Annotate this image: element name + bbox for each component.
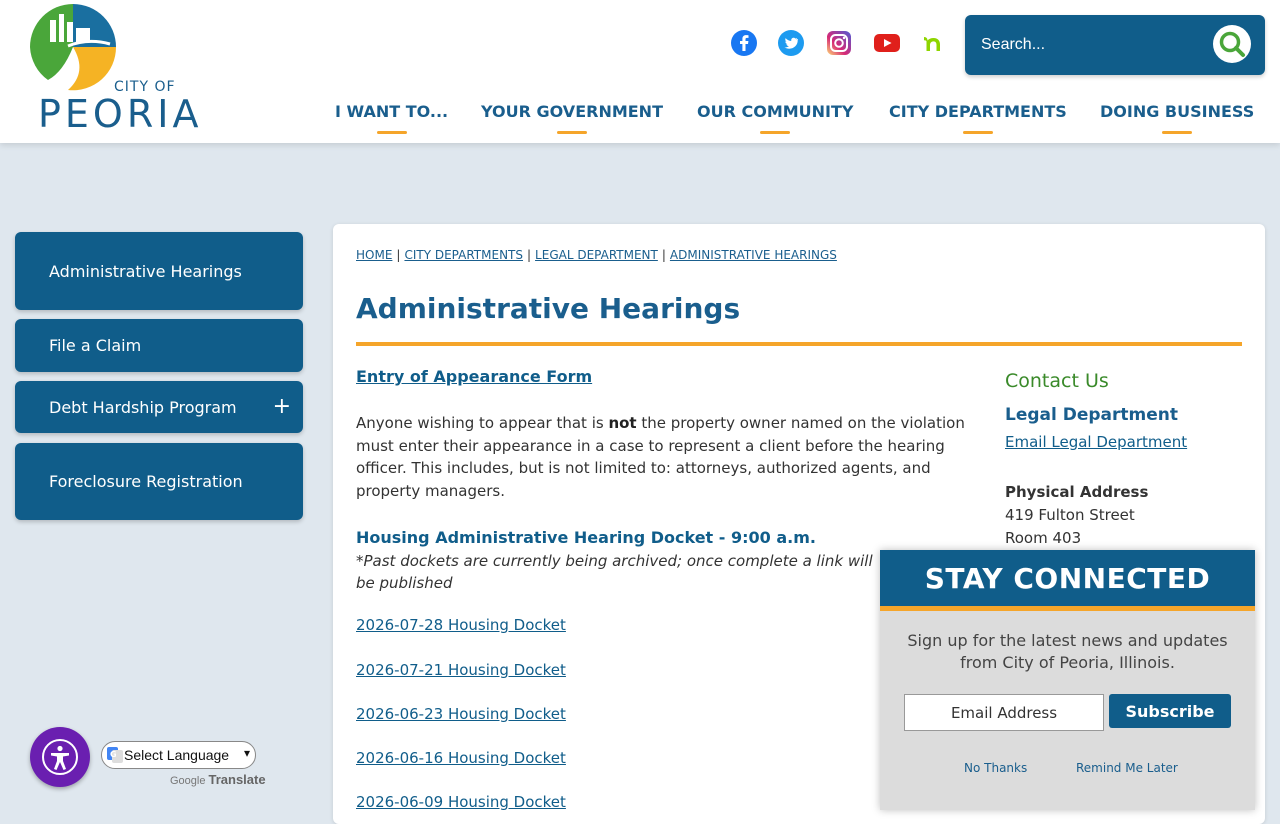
breadcrumb-administrative-hearings[interactable]: ADMINISTRATIVE HEARINGS (669, 248, 837, 262)
subscribe-button[interactable]: Subscribe (1109, 694, 1231, 728)
address-line: 419 Fulton Street (1005, 506, 1135, 524)
search-input[interactable] (981, 33, 1201, 57)
docket-link[interactable]: 2026-07-21 Housing Docket (356, 661, 566, 679)
expand-plus-icon[interactable]: + (272, 394, 291, 419)
search-icon (1218, 30, 1246, 58)
accessibility-button[interactable] (30, 727, 90, 787)
language-select[interactable] (101, 741, 256, 769)
contact-department: Legal Department (1005, 405, 1179, 425)
contact-title: Contact Us (1005, 370, 1109, 392)
youtube-icon[interactable] (872, 28, 902, 58)
sidebar-item-label: Debt Hardship Program (49, 397, 237, 417)
search-box (965, 15, 1265, 75)
address-label: Physical Address (1005, 483, 1149, 501)
docket-link[interactable]: 2026-06-09 Housing Docket (356, 793, 566, 811)
no-thanks-link[interactable]: No Thanks (964, 761, 1028, 775)
popup-title: STAY CONNECTED (924, 561, 1211, 595)
email-address-field[interactable] (904, 694, 1104, 731)
nav-i-want-to[interactable]: I WANT TO... (335, 102, 448, 134)
google-wordmark: Google (170, 775, 206, 787)
nextdoor-icon[interactable] (920, 28, 950, 58)
twitter-icon[interactable] (776, 28, 806, 58)
sidebar-item-label: Foreclosure Registration (49, 472, 243, 491)
docket-heading: Housing Administrative Hearing Docket - 9:00 a.m. (356, 528, 816, 547)
chevron-down-icon: ▾ (243, 746, 250, 760)
docket-note: *Past dockets are currently being archived; once complete a link will be published (356, 552, 873, 592)
title-divider (356, 342, 1242, 346)
intro-emphasis: not (608, 414, 637, 432)
intro-paragraph: Anyone wishing to appear that is not the property owner named on the violation must enter their appearance in a case to represent a client before the hearing officer. This includes, but is not limited to: attorneys, authorized agents, and property managers. (356, 414, 965, 500)
site-header (0, 0, 1280, 143)
language-select-label: Select Language (124, 747, 230, 763)
logo-city-of: CITY OF (114, 79, 176, 95)
sidebar-item-label: Administrative Hearings (49, 261, 242, 281)
entry-of-appearance-link[interactable]: Entry of Appearance Form (356, 367, 593, 386)
powered-by-google-translate (170, 772, 266, 787)
sidebar-item-label: File a Claim (49, 336, 142, 355)
nav-our-community[interactable]: OUR COMMUNITY (697, 102, 854, 134)
breadcrumb-separator: | (661, 248, 666, 262)
search-button[interactable] (1213, 25, 1251, 63)
sidebar-item-file-a-claim[interactable] (15, 319, 303, 372)
nav-doing-business[interactable]: DOING BUSINESS (1100, 102, 1254, 134)
svg-text:G: G (110, 750, 117, 759)
nav-city-departments[interactable]: CITY DEPARTMENTS (889, 102, 1067, 134)
accessibility-icon (40, 737, 80, 777)
remind-me-later-link[interactable]: Remind Me Later (1076, 761, 1178, 775)
email-legal-link[interactable]: Email Legal Department (1005, 433, 1188, 451)
breadcrumb-home[interactable]: HOME (356, 248, 393, 262)
sidebar-item-administrative-hearings[interactable] (15, 232, 303, 310)
google-translate-icon (107, 747, 123, 763)
sidebar-item-debt-hardship-program[interactable] (15, 381, 303, 433)
nav-your-government[interactable]: YOUR GOVERNMENT (481, 102, 663, 134)
address-line: Room 403 (1005, 529, 1082, 547)
city-logo[interactable] (28, 2, 203, 136)
instagram-icon[interactable] (824, 28, 854, 58)
breadcrumb-legal-department[interactable]: LEGAL DEPARTMENT (535, 248, 658, 262)
docket-link[interactable]: 2026-06-23 Housing Docket (356, 705, 566, 723)
breadcrumb (356, 248, 837, 262)
logo-emblem (28, 2, 128, 97)
sidebar-item-foreclosure-registration[interactable] (15, 443, 303, 520)
docket-link[interactable]: 2026-07-28 Housing Docket (356, 616, 566, 634)
breadcrumb-separator: | (396, 248, 401, 262)
page-title: Administrative Hearings (356, 292, 741, 325)
stay-connected-popup (880, 550, 1255, 810)
logo-peoria: PEORIA (38, 92, 203, 136)
breadcrumb-separator: | (527, 248, 532, 262)
popup-text: Sign up for the latest news and updates from City of Peoria, Illinois. (907, 631, 1228, 672)
translate-wordmark[interactable]: Translate (208, 772, 266, 787)
docket-link[interactable]: 2026-06-16 Housing Docket (356, 749, 566, 767)
popup-header (880, 550, 1255, 611)
breadcrumb-city-departments[interactable]: CITY DEPARTMENTS (404, 248, 523, 262)
facebook-icon[interactable] (729, 28, 759, 58)
